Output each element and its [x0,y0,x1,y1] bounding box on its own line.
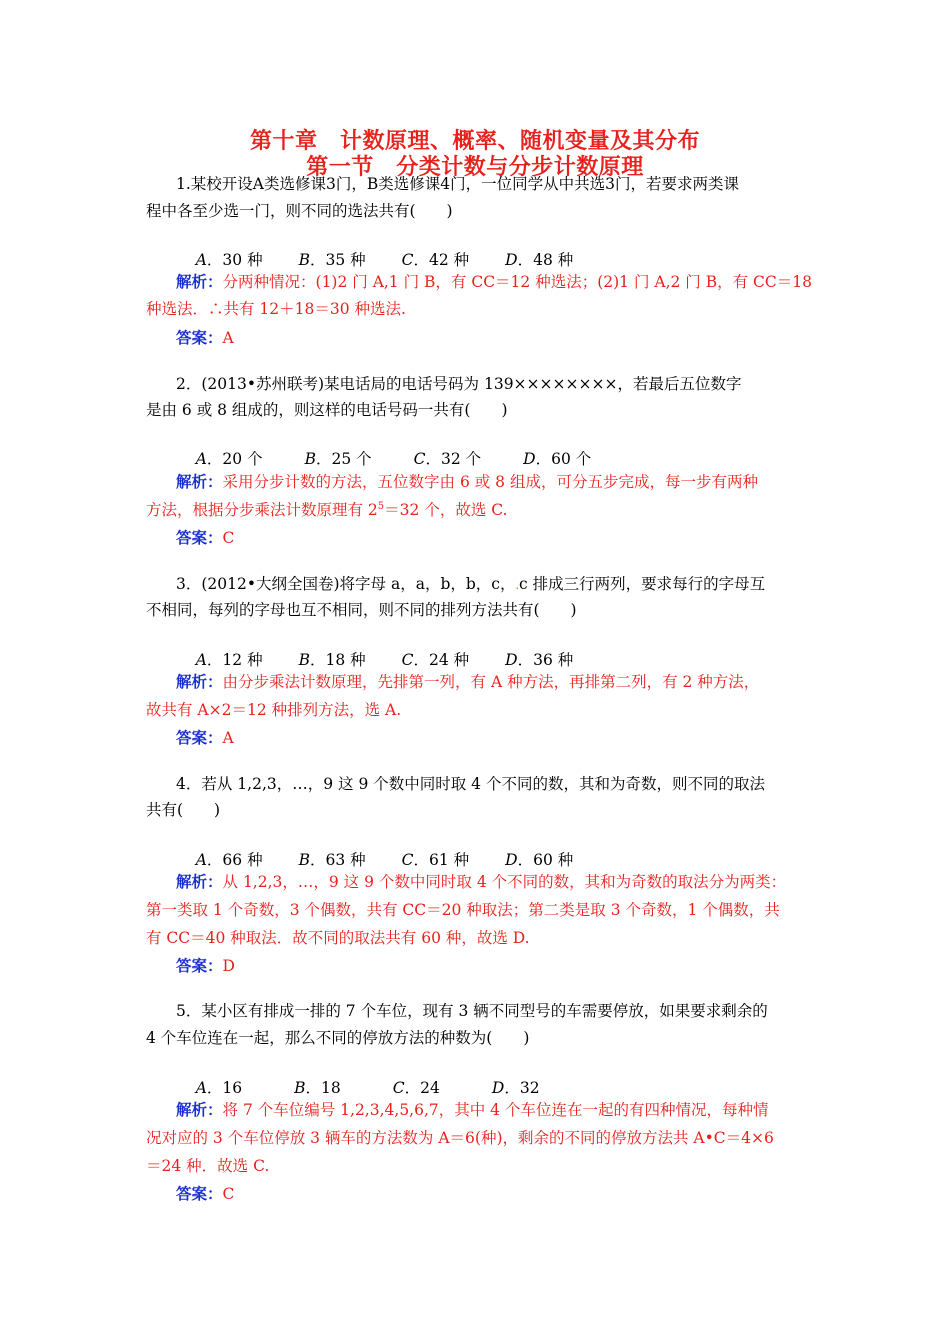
q2-stem-line2: 是由 6 或 8 组成的，则这样的电话号码一共有( ) [146,401,508,419]
q4-option-b: ．63 种 [309,851,366,869]
q1-analysis-line1 [176,271,812,293]
q1-option-b: ．35 种 [309,251,366,269]
q2-option-a: ．20 个 [206,450,263,468]
q4-analysis-label: 解析： [176,873,223,891]
q5-option-a-letter: A [195,1079,207,1097]
q4-stem-line1: 4．若从 1,2,3，…，9 这 9 个数中同时取 4 个不同的数，其和为奇数，则不同的取法 [176,775,765,793]
chapter-title: 第十章 计数原理、概率、随机变量及其分布 [249,129,700,154]
q1-analysis-line2: 种选法．∴共有 12＋18＝30 种选法. [146,300,406,318]
q4-option-c-letter: C [401,851,414,869]
q1-answer [176,327,234,349]
q2-option-c-letter: C [413,450,426,468]
q2-analysis-line2 [146,499,507,521]
q5-option-b: ．18 [305,1079,341,1097]
q5-stem-line2: 4 个车位连在一起，那么不同的停放方法的种数为( ) [146,1029,530,1047]
q4-option-b-letter: B [298,851,310,869]
q3-option-c: ．24 种 [413,651,470,669]
q1-option-b-letter: B [298,251,310,269]
q4-option-d-letter: D [505,851,518,869]
q1-option-a: ．30 种 [206,251,263,269]
q2-option-b: ．25 个 [315,450,372,468]
q3-answer [176,727,234,749]
q5-answer-value: C [222,1185,235,1203]
q3-option-a: ．12 种 [206,651,263,669]
q1-option-c: ．42 种 [413,251,470,269]
q5-analysis-line2: 况对应的 3 个车位停放 3 辆车的方法数为 A＝6(种)，剩余的不同的停放方法共 A•C＝4×6 [146,1129,774,1147]
q5-option-d-letter: D [491,1079,505,1097]
q4-stem-line2: 共有( ) [146,801,221,819]
q3-stem-text1b: c 排成三行两列，要求每行的字母互 [518,575,766,593]
q1-option-d-letter: D [505,251,518,269]
q3-option-c-letter: C [401,651,414,669]
q3-option-d-letter: D [505,651,518,669]
q3-analysis-line1 [176,671,759,693]
q5-answer [176,1183,234,1205]
q5-answer-label: 答案： [176,1185,223,1203]
q4-analysis-line1 [176,871,786,893]
q2-option-b-letter: B [304,450,316,468]
q3-analysis-line2: 故共有 A×2＝12 种排列方法，选 A. [146,701,402,719]
q5-stem-line1: 5．某小区有排成一排的 7 个车位，现有 3 辆不同型号的车需要停放，如果要求剩余的 [176,1002,768,1020]
q1-analysis-label: 解析： [176,273,223,291]
q3-stem-line2: 不相同，每列的字母也互不相同，则不同的排列方法共有( ) [146,601,577,619]
q1-answer-value: A [222,329,234,347]
q2-answer [176,527,234,549]
q5-analysis-text1: 将 7 个车位编号 1,2,3,4,5,6,7，其中 4 个车位连在一起的有四种情况，每种情 [222,1101,769,1119]
q2-option-c: ．32 个 [425,450,482,468]
q5-analysis-line1 [176,1099,768,1121]
q1-option-d: ．48 种 [517,251,574,269]
q1-option-a-letter: A [195,251,207,269]
q3-option-b: ．18 种 [309,651,366,669]
q1-answer-label: 答案： [176,329,223,347]
q5-option-a: ．16 [206,1079,243,1097]
q3-answer-value: A [222,729,234,747]
q3-analysis-label: 解析： [176,673,223,691]
section-title: 第一节 分类计数与分步计数原理 [306,155,644,180]
q3-option-a-letter: A [195,651,207,669]
q3-option-d: ．36 种 [517,651,574,669]
q5-option-d: ．32 [504,1079,540,1097]
q4-option-c: ．61 种 [413,851,470,869]
q4-option-d: ．60 种 [517,851,574,869]
q4-answer-value: D [222,957,235,975]
q2-analysis-text1: 采用分步计数的方法，五位数字由 6 或 8 组成，可分五步完成，每一步有两种 [222,473,758,491]
q2-analysis-label: 解析： [176,473,223,491]
q3-analysis-text1: 由分步乘法计数原理，先排第一列，有 A 种方法，再排第二列，有 2 种方法， [222,673,760,691]
q5-analysis-line3: ＝24 种．故选 C. [146,1157,270,1175]
q2-answer-label: 答案： [176,529,223,547]
q5-option-c: ．24 [404,1079,440,1097]
q5-analysis-label: 解析： [176,1101,223,1119]
q2-option-a-letter: A [195,450,207,468]
q4-analysis-text1: 从 1,2,3，…，9 这 9 个数中同时取 4 个不同的数，其和为奇数的取法分为两类： [222,873,787,891]
q2-analysis-line1 [176,471,758,493]
q1-option-c-letter: C [401,251,414,269]
q2-analysis-text2a: 方法，根据分步乘法计数原理有 2 [146,501,378,519]
q1-stem-line1: 1.某校开设A类选修课3门，B类选修课4门，一位同学从中共选3门，若要求两类课 [176,175,739,193]
q4-option-a-letter: A [195,851,207,869]
q4-answer-label: 答案： [176,957,223,975]
q2-stem-line1: 2．(2013•苏州联考)某电话局的电话号码为 139××××××××，若最后五位数字 [176,375,742,393]
q2-option-d: ．60 个 [535,450,592,468]
q3-stem-text1a: 3．(2012•大纲全国卷)将字母 a，a，b，b，c， [176,575,516,593]
q2-analysis-text2b: ＝32 个，故选 C. [384,501,508,519]
q4-analysis-line3: 有 CC＝40 种取法．故不同的取法共有 60 种，故选 D. [146,929,530,947]
q4-analysis-line2: 第一类取 1 个奇数，3 个偶数，共有 CC＝20 种取法；第二类是取 3 个奇数，1 个偶数，共 [146,901,780,919]
q3-answer-label: 答案： [176,729,223,747]
q3-stem-mark: . [515,579,519,592]
q3-stem-line1 [176,573,765,597]
q3-option-b-letter: B [298,651,310,669]
q1-stem-line2: 程中各至少选一门，则不同的选法共有( ) [146,202,453,220]
q2-analysis-exponent: 5 [377,500,385,512]
q2-answer-value: C [222,529,235,547]
q5-option-c-letter: C [392,1079,405,1097]
q4-answer [176,955,235,977]
q5-option-b-letter: B [294,1079,306,1097]
q1-analysis-text1: 分两种情况：(1)2 门 A,1 门 B，有 CC＝12 种选法；(2)1 门 A,2 门 B，有 CC＝18 [222,273,812,291]
q4-option-a: ．66 种 [206,851,263,869]
q2-option-d-letter: D [523,450,536,468]
